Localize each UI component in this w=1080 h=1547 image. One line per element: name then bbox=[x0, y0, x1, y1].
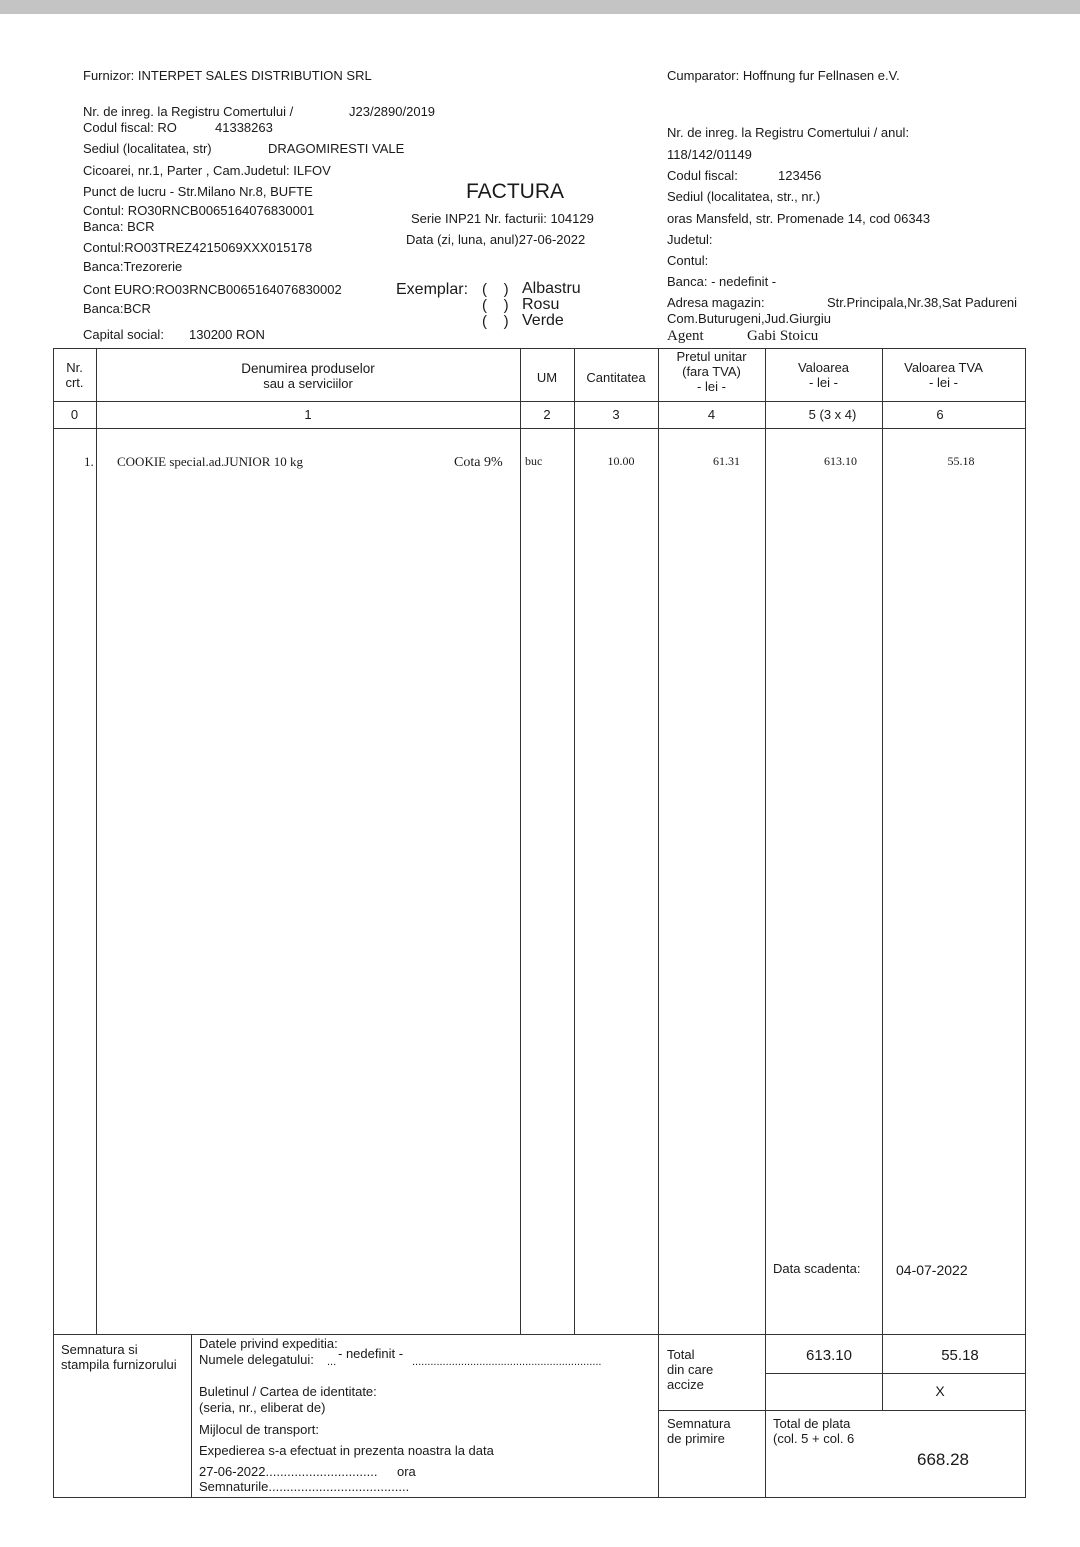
header-price-line3: - lei - bbox=[697, 378, 726, 394]
supplier-sign-line1: Semnatura si bbox=[61, 1342, 138, 1357]
grand-total-label bbox=[773, 1417, 877, 1447]
supplier-reg-label: Nr. de inreg. la Registru Comertului / bbox=[83, 104, 294, 119]
invoice-title: FACTURA bbox=[466, 180, 565, 203]
header-value-line2: - lei - bbox=[809, 374, 838, 390]
buyer-reg-value: 118/142/01149 bbox=[667, 147, 752, 162]
header-name-line2: sau a serviciilor bbox=[263, 375, 353, 391]
supplier-reg-value: J23/2890/2019 bbox=[349, 104, 436, 119]
buyer-county: Judetul: bbox=[667, 232, 713, 247]
total-label bbox=[667, 1348, 713, 1393]
total-value: 613.10 bbox=[806, 1347, 852, 1364]
supplier-bank-3: Banca:BCR bbox=[83, 301, 151, 316]
delegate-dots-pre: ... bbox=[327, 1356, 337, 1368]
row-unit-price: 61.31 bbox=[713, 454, 740, 468]
grid-line bbox=[53, 1497, 1026, 1498]
buyer-store-label: Adresa magazin: bbox=[667, 295, 765, 310]
grand-total-line2: (col. 5 + col. 6 bbox=[773, 1431, 855, 1446]
grid-line bbox=[520, 348, 521, 1334]
header-vat bbox=[882, 361, 1005, 391]
delegate-value: - nedefinit - bbox=[338, 1346, 404, 1361]
total-label-line2: din care bbox=[667, 1361, 714, 1377]
col-number-0: 0 bbox=[70, 407, 79, 422]
col-number-6: 6 bbox=[936, 407, 944, 422]
buyer-agent-value: Gabi Stoicu bbox=[747, 328, 819, 344]
exemplar-label: Exemplar: bbox=[396, 281, 469, 298]
supplier-name: Furnizor: INTERPET SALES DISTRIBUTION SRL bbox=[83, 68, 372, 83]
due-date-value: 04-07-2022 bbox=[896, 1262, 968, 1278]
grid-line bbox=[53, 1334, 1026, 1335]
grid-line bbox=[53, 428, 1026, 429]
grid-line bbox=[658, 1410, 1026, 1411]
supplier-signature-label bbox=[61, 1343, 177, 1373]
row-vat-rate: Cota 9% bbox=[454, 455, 503, 470]
supplier-address: Cicoarei, nr.1, Parter , Cam.Judetul: ILFOV bbox=[83, 163, 331, 178]
col-number-2: 2 bbox=[543, 407, 551, 422]
grid-line bbox=[658, 348, 659, 1497]
header-nr-line2: crt. bbox=[65, 374, 84, 390]
exemplar-checkbox-3[interactable]: ( ) bbox=[482, 313, 509, 330]
buyer-store-value: Str.Principala,Nr.38,Sat Padureni bbox=[827, 295, 1018, 310]
row-quantity: 10.00 bbox=[607, 454, 635, 468]
supplier-euro-account: Cont EURO:RO03RNCB0065164076830002 bbox=[83, 282, 342, 297]
supplier-work-point: Punct de lucru - Str.Milano Nr.8, BUFTE bbox=[83, 185, 313, 199]
header-value-line1: Valoarea bbox=[797, 360, 850, 375]
buyer-cif-value: 123456 bbox=[778, 168, 822, 183]
row-nr: 1. bbox=[84, 454, 94, 469]
total-label-line1: Total bbox=[667, 1347, 695, 1362]
header-price-line1: Pretul unitar bbox=[676, 349, 747, 364]
receipt-sign-line2: de primire bbox=[667, 1430, 725, 1446]
id-card-label: Buletinul / Cartea de identitate: bbox=[199, 1384, 377, 1399]
grid-line bbox=[882, 348, 883, 1410]
exemplar-checkbox-1[interactable]: ( ) bbox=[482, 281, 509, 298]
supplier-capital-value: 130200 RON bbox=[189, 327, 265, 342]
header-price-line2: (fara TVA) bbox=[682, 363, 741, 379]
supplier-capital-label: Capital social: bbox=[83, 327, 164, 342]
viewer-top-bar bbox=[0, 0, 1080, 14]
header-um: UM bbox=[536, 370, 558, 385]
grand-total-value: 668.28 bbox=[917, 1450, 969, 1469]
total-label-line3: accize bbox=[667, 1376, 704, 1392]
buyer-account: Contul: bbox=[667, 253, 709, 268]
grand-total-line1: Total de plata bbox=[773, 1416, 851, 1431]
header-name-line1: Denumirea produselor bbox=[241, 361, 375, 376]
grid-line bbox=[53, 348, 54, 1497]
header-nr bbox=[53, 361, 96, 391]
supplier-account-2: Contul:RO03TREZ4215069XXX015178 bbox=[83, 240, 313, 255]
grid-line bbox=[574, 348, 575, 1334]
col-number-5: 5 (3 x 4) bbox=[808, 407, 857, 422]
header-vat-line2: - lei - bbox=[929, 374, 958, 390]
excise-mark: X bbox=[935, 1383, 945, 1399]
grid-line bbox=[765, 348, 766, 1497]
col-number-4: 4 bbox=[707, 407, 716, 422]
supplier-sign-line2: stampila furnizorului bbox=[61, 1356, 177, 1372]
supplier-bank: Banca: BCR bbox=[83, 219, 155, 234]
delegate-label: Numele delegatului: bbox=[199, 1352, 314, 1367]
header-value bbox=[765, 361, 882, 391]
grid-line bbox=[765, 1373, 1026, 1374]
supplier-account: Contul: RO30RNCB0065164076830001 bbox=[83, 203, 315, 218]
invoice-series: Serie INP21 Nr. facturii: 104129 bbox=[411, 211, 594, 226]
header-nr-line1: Nr. bbox=[66, 360, 83, 375]
exemplar-checkbox-2[interactable]: ( ) bbox=[482, 297, 509, 314]
expedition-label: Datele privind expeditia: bbox=[199, 1336, 338, 1351]
buyer-seat-value: oras Mansfeld, str. Promenade 14, cod 06343 bbox=[667, 211, 931, 226]
exemplar-option-green: Verde bbox=[522, 312, 564, 329]
transport-label: Mijlocul de transport: bbox=[199, 1422, 319, 1437]
buyer-cif-label: Codul fiscal: bbox=[667, 168, 738, 183]
supplier-bank-2: Banca:Trezorerie bbox=[83, 259, 183, 274]
receipt-sign-line1: Semnatura bbox=[667, 1416, 731, 1431]
invoice-date: Data (zi, luna, anul)27-06-2022 bbox=[406, 232, 586, 247]
receipt-signature-label bbox=[667, 1417, 731, 1447]
buyer-store-value-2: Com.Buturugeni,Jud.Giurgiu bbox=[667, 311, 832, 326]
exemplar-option-red: Rosu bbox=[522, 296, 560, 313]
expedition-text: Expedierea s-a efectuat in prezenta noastra la data bbox=[199, 1443, 494, 1458]
expedition-date: 27-06-2022............................... bbox=[199, 1464, 378, 1479]
supplier-cif-label: Codul fiscal: RO bbox=[83, 120, 177, 135]
row-um: buc bbox=[525, 454, 543, 468]
col-number-3: 3 bbox=[612, 407, 620, 422]
delegate-dots-post: .............................................................. bbox=[412, 1356, 602, 1368]
signatures-label: Semnaturile....................................... bbox=[199, 1479, 410, 1494]
grid-line bbox=[191, 1334, 192, 1497]
header-product-name bbox=[96, 361, 520, 391]
grid-line bbox=[53, 401, 1026, 402]
supplier-cif-value: 41338263 bbox=[215, 120, 273, 135]
header-vat-line1: Valoarea TVA bbox=[904, 360, 983, 375]
header-unit-price bbox=[658, 350, 765, 395]
due-date-label: Data scadenta: bbox=[773, 1261, 861, 1276]
grid-line bbox=[1025, 348, 1026, 1497]
row-product-name: COOKIE special.ad.JUNIOR 10 kg bbox=[117, 454, 303, 469]
buyer-name: Cumparator: Hoffnung fur Fellnasen e.V. bbox=[667, 68, 900, 83]
expedition-hour: ora bbox=[397, 1464, 416, 1479]
supplier-seat-value: DRAGOMIRESTI VALE bbox=[268, 141, 405, 156]
buyer-seat-label: Sediul (localitatea, str., nr.) bbox=[667, 189, 821, 204]
supplier-seat-label: Sediul (localitatea, str) bbox=[83, 141, 212, 156]
buyer-bank: Banca: - nedefinit - bbox=[667, 274, 777, 289]
row-value: 613.10 bbox=[824, 454, 857, 468]
grid-line bbox=[53, 348, 1026, 349]
buyer-agent-label: Agent bbox=[667, 328, 704, 344]
exemplar-option-blue: Albastru bbox=[522, 280, 581, 297]
buyer-reg-label: Nr. de inreg. la Registru Comertului / anul: bbox=[667, 125, 910, 140]
grid-line bbox=[96, 348, 97, 1334]
id-card-detail: (seria, nr., eliberat de) bbox=[199, 1400, 326, 1415]
total-vat: 55.18 bbox=[941, 1347, 979, 1364]
col-number-1: 1 bbox=[304, 407, 312, 422]
row-vat: 55.18 bbox=[947, 454, 975, 468]
header-quantity: Cantitatea bbox=[586, 370, 646, 385]
